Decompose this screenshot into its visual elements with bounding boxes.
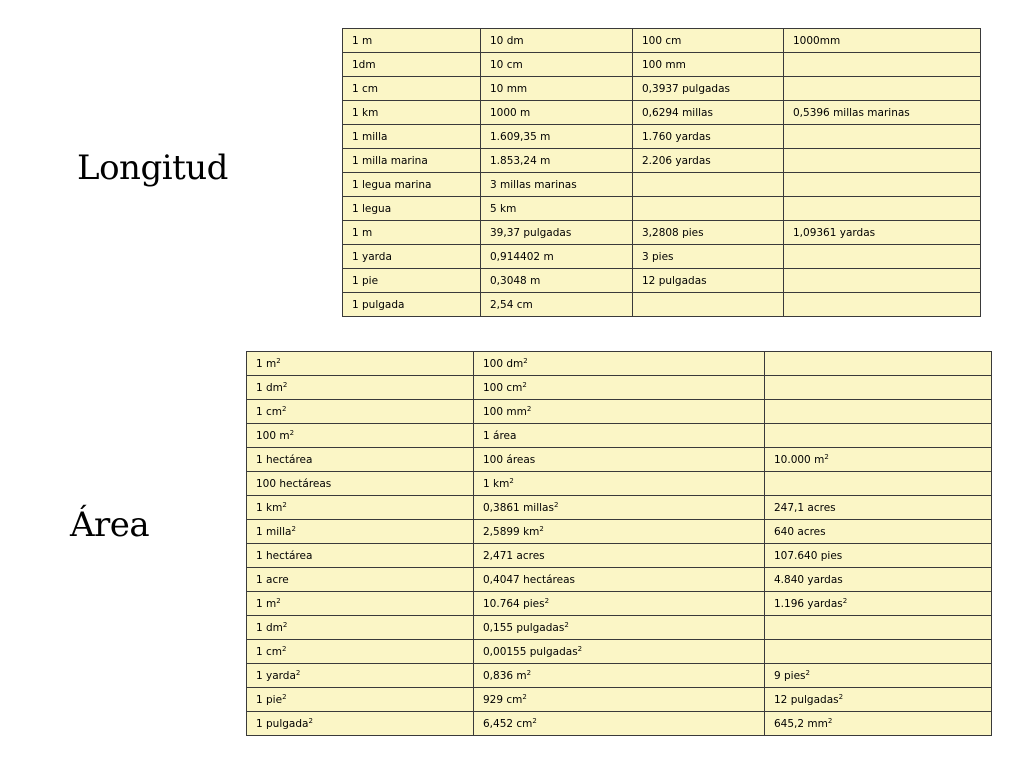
- table-cell: [247, 712, 474, 736]
- table-cell: [784, 173, 981, 197]
- table-cell: [474, 640, 765, 664]
- table-cell: 1 pulgada: [343, 293, 481, 317]
- exponent: 2: [553, 500, 559, 509]
- table-cell: [474, 712, 765, 736]
- table-cell: 100 cm: [633, 29, 784, 53]
- table-cell: 1 milla: [343, 125, 481, 149]
- cell-text: 1 km: [483, 477, 510, 490]
- exponent: 2: [289, 428, 295, 437]
- table-cell: [474, 400, 765, 424]
- area-conversion-table: [246, 351, 992, 736]
- table-cell: [247, 400, 474, 424]
- table-cell: [784, 197, 981, 221]
- table-cell: 1 km: [343, 101, 481, 125]
- cell-text: 1 cm: [256, 405, 283, 418]
- table-cell: [474, 592, 765, 616]
- table-cell: 0,5396 millas marinas: [784, 101, 981, 125]
- table-cell: [784, 269, 981, 293]
- cell-text: 9 pies: [774, 669, 806, 682]
- exponent: 2: [532, 716, 537, 725]
- table-cell: [247, 592, 474, 616]
- cell-text: 929 cm: [483, 693, 523, 706]
- cell-text: 10.000 m: [774, 453, 825, 466]
- table-cell: [247, 376, 474, 400]
- exponent: 2: [509, 476, 514, 485]
- table-row: [247, 568, 992, 592]
- table-cell: [474, 472, 765, 496]
- exponent: 2: [838, 692, 844, 701]
- table-cell: 1 milla marina: [343, 149, 481, 173]
- table-cell: 1 m: [343, 29, 481, 53]
- table-cell: 10 cm: [481, 53, 633, 77]
- exponent: 2: [308, 716, 313, 725]
- table-cell: [474, 424, 765, 448]
- exponent: 2: [282, 500, 287, 509]
- table-cell: [765, 448, 992, 472]
- table-cell: 5 km: [481, 197, 633, 221]
- table-cell: [765, 424, 992, 448]
- table-cell: [247, 472, 474, 496]
- table-row: [247, 424, 992, 448]
- table-cell: [784, 149, 981, 173]
- table-cell: [247, 520, 474, 544]
- exponent: 2: [539, 524, 544, 533]
- table-cell: [765, 376, 992, 400]
- cell-text: 100 cm: [483, 381, 523, 394]
- table-cell: [765, 472, 992, 496]
- exponent: 2: [824, 452, 829, 461]
- exponent: 2: [544, 596, 550, 605]
- table-row: [343, 149, 981, 173]
- cell-text: 0,4047 hectáreas: [483, 573, 575, 586]
- table-cell: 1000 m: [481, 101, 633, 125]
- cell-text: 1 hectárea: [256, 453, 313, 466]
- table-cell: [784, 293, 981, 317]
- length-conversion-table: [342, 28, 981, 317]
- cell-text: 1 pulgada: [256, 717, 309, 730]
- table-cell: [765, 544, 992, 568]
- cell-text: 1 cm: [256, 645, 283, 658]
- exponent: 2: [282, 404, 287, 413]
- table-cell: 1.609,35 m: [481, 125, 633, 149]
- table-cell: [765, 352, 992, 376]
- table-cell: 1 legua: [343, 197, 481, 221]
- table-cell: [247, 544, 474, 568]
- exponent: 2: [295, 668, 301, 677]
- exponent: 2: [282, 380, 288, 389]
- cell-text: 100 áreas: [483, 453, 536, 466]
- table-cell: [247, 448, 474, 472]
- table-cell: [247, 424, 474, 448]
- table-cell: 3 pies: [633, 245, 784, 269]
- cell-text: 1 área: [483, 429, 517, 442]
- table-cell: [474, 664, 765, 688]
- cell-text: 100 m: [256, 429, 290, 442]
- table-row: [247, 376, 992, 400]
- table-cell: 12 pulgadas: [633, 269, 784, 293]
- table-cell: 1000mm: [784, 29, 981, 53]
- cell-text: 0,836 m: [483, 669, 527, 682]
- table-cell: [474, 448, 765, 472]
- cell-text: 1 m: [256, 357, 277, 370]
- table-cell: [784, 77, 981, 101]
- cell-text: 2,471 acres: [483, 549, 545, 562]
- table-cell: [474, 616, 765, 640]
- table-cell: [474, 496, 765, 520]
- exponent: 2: [805, 668, 810, 677]
- table-cell: [784, 53, 981, 77]
- table-cell: 1.760 yardas: [633, 125, 784, 149]
- cell-text: 100 mm: [483, 405, 527, 418]
- table-cell: [247, 640, 474, 664]
- cell-text: 0,155 pulgadas: [483, 621, 565, 634]
- table-row: [247, 592, 992, 616]
- cell-text: 1 hectárea: [256, 549, 313, 562]
- table-cell: [765, 664, 992, 688]
- table-cell: [247, 352, 474, 376]
- table-row: [343, 53, 981, 77]
- table-row: [247, 448, 992, 472]
- table-row: [247, 664, 992, 688]
- table-cell: [633, 197, 784, 221]
- table-cell: [474, 544, 765, 568]
- cell-text: 1 km: [256, 501, 283, 514]
- cell-text: 640 acres: [774, 525, 826, 538]
- table-cell: 1 legua marina: [343, 173, 481, 197]
- table-cell: [784, 125, 981, 149]
- table-cell: 1 pie: [343, 269, 481, 293]
- cell-text: 1 acre: [256, 573, 289, 586]
- exponent: 2: [827, 716, 833, 725]
- exponent: 2: [276, 356, 281, 365]
- table-cell: 0,3048 m: [481, 269, 633, 293]
- table-cell: [474, 376, 765, 400]
- table-cell: 1dm: [343, 53, 481, 77]
- cell-text: 1 pie: [256, 693, 283, 706]
- cell-text: 1 dm: [256, 621, 283, 634]
- table-cell: 10 dm: [481, 29, 633, 53]
- cell-text: 1 yarda: [256, 669, 296, 682]
- cell-text: 107.640 pies: [774, 549, 843, 562]
- cell-text: 12 pulgadas: [774, 693, 839, 706]
- exponent: 2: [291, 524, 296, 533]
- cell-text: 6,452 cm: [483, 717, 533, 730]
- table-row: [247, 616, 992, 640]
- cell-text: 0,00155 pulgadas: [483, 645, 578, 658]
- table-row: [247, 352, 992, 376]
- table-row: [343, 245, 981, 269]
- table-row: [247, 472, 992, 496]
- area-title: Área: [70, 505, 150, 545]
- exponent: 2: [282, 644, 287, 653]
- table-cell: [247, 496, 474, 520]
- table-row: [343, 101, 981, 125]
- cell-text: 0,3861 millas: [483, 501, 554, 514]
- exponent: 2: [577, 644, 583, 653]
- cell-text: 4.840 yardas: [774, 573, 843, 586]
- table-cell: [633, 173, 784, 197]
- cell-text: 645,2 mm: [774, 717, 828, 730]
- table-row: [247, 544, 992, 568]
- cell-text: 2,5899 km: [483, 525, 540, 538]
- table-cell: 2.206 yardas: [633, 149, 784, 173]
- table-row: [343, 197, 981, 221]
- cell-text: 100 hectáreas: [256, 477, 332, 490]
- cell-text: 1 dm: [256, 381, 283, 394]
- table-cell: 0,914402 m: [481, 245, 633, 269]
- table-cell: [474, 568, 765, 592]
- table-cell: [765, 568, 992, 592]
- exponent: 2: [523, 356, 528, 365]
- table-cell: [765, 520, 992, 544]
- exponent: 2: [526, 668, 532, 677]
- table-cell: 1 m: [343, 221, 481, 245]
- table-row: [247, 712, 992, 736]
- table-cell: 1.853,24 m: [481, 149, 633, 173]
- exponent: 2: [564, 620, 569, 629]
- longitud-title: Longitud: [77, 148, 228, 188]
- table-row: [343, 269, 981, 293]
- table-row: [247, 640, 992, 664]
- exponent: 2: [282, 620, 288, 629]
- cell-text: 247,1 acres: [774, 501, 836, 514]
- table-cell: [474, 520, 765, 544]
- exponent: 2: [522, 380, 527, 389]
- table-cell: [765, 496, 992, 520]
- table-cell: [765, 640, 992, 664]
- table-cell: [247, 568, 474, 592]
- exponent: 2: [842, 596, 848, 605]
- exponent: 2: [282, 692, 287, 701]
- table-cell: [474, 688, 765, 712]
- table-cell: [633, 293, 784, 317]
- table-cell: [784, 245, 981, 269]
- table-row: [343, 29, 981, 53]
- table-cell: [247, 616, 474, 640]
- table-row: [343, 173, 981, 197]
- table-cell: 100 mm: [633, 53, 784, 77]
- exponent: 2: [276, 596, 281, 605]
- cell-text: 1 milla: [256, 525, 292, 538]
- table-row: [343, 77, 981, 101]
- table-cell: 0,6294 millas: [633, 101, 784, 125]
- table-row: [343, 221, 981, 245]
- table-row: [343, 293, 981, 317]
- table-cell: [247, 664, 474, 688]
- table-cell: [765, 400, 992, 424]
- cell-text: 1 m: [256, 597, 277, 610]
- table-cell: [765, 616, 992, 640]
- table-cell: [474, 352, 765, 376]
- table-cell: 2,54 cm: [481, 293, 633, 317]
- table-cell: [765, 688, 992, 712]
- exponent: 2: [526, 404, 532, 413]
- table-cell: 3 millas marinas: [481, 173, 633, 197]
- table-cell: 1 yarda: [343, 245, 481, 269]
- table-row: [247, 688, 992, 712]
- table-row: [247, 520, 992, 544]
- table-row: [343, 125, 981, 149]
- table-cell: 39,37 pulgadas: [481, 221, 633, 245]
- cell-text: 10.764 pies: [483, 597, 545, 610]
- table-cell: 10 mm: [481, 77, 633, 101]
- cell-text: 100 dm: [483, 357, 524, 370]
- table-cell: 1 cm: [343, 77, 481, 101]
- table-row: [247, 496, 992, 520]
- table-cell: 1,09361 yardas: [784, 221, 981, 245]
- table-cell: [247, 688, 474, 712]
- exponent: 2: [522, 692, 527, 701]
- table-cell: [765, 592, 992, 616]
- cell-text: 1.196 yardas: [774, 597, 843, 610]
- table-cell: 3,2808 pies: [633, 221, 784, 245]
- table-cell: [765, 712, 992, 736]
- table-cell: 0,3937 pulgadas: [633, 77, 784, 101]
- table-row: [247, 400, 992, 424]
